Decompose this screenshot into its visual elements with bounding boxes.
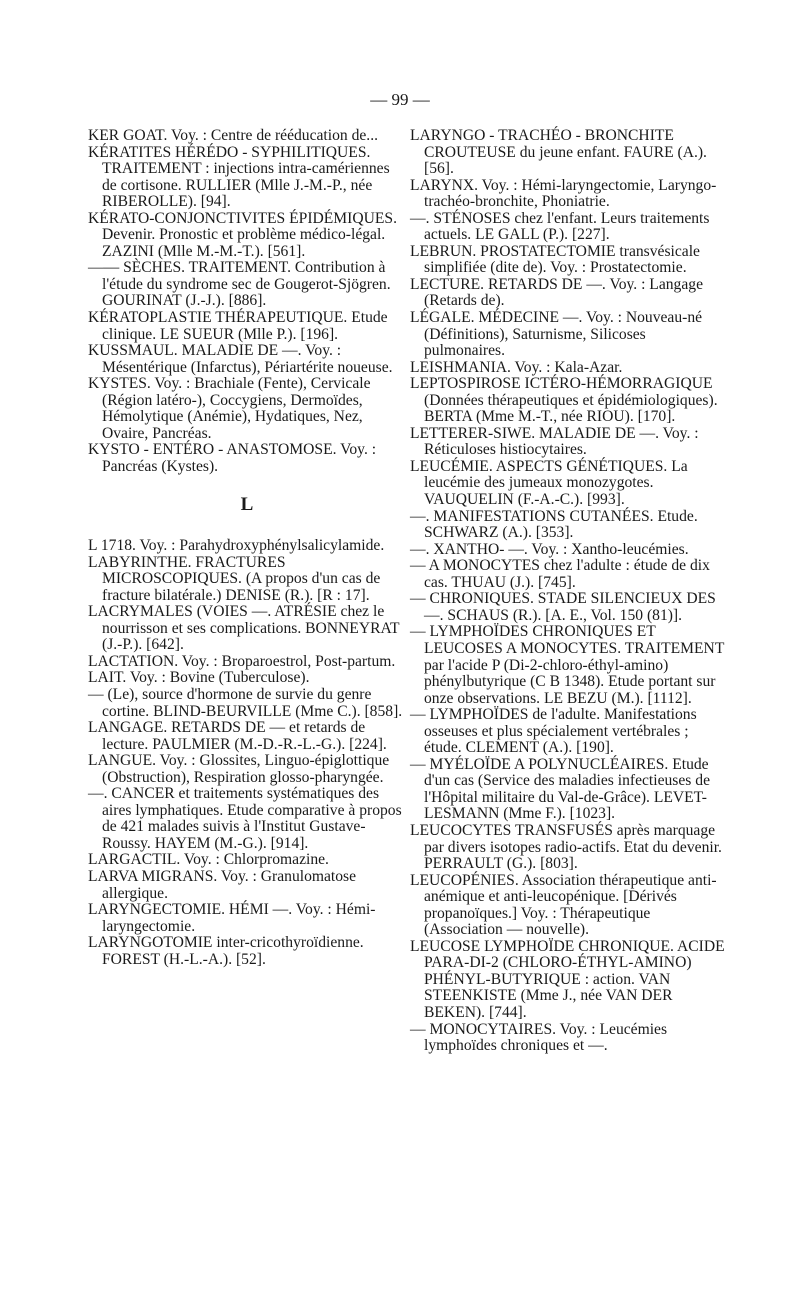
index-entry: —. MANIFESTATIONS CUTANÉES. Etude. SCHWARZ (A.). [353]. — [410, 507, 698, 542]
index-entry: — LYMPHOÏDES de l'adulte. Manifestations osseuses et plus spécialement vertébrales ; étude. CLEMENT (A.). [190]. — [410, 706, 697, 757]
index-entry: LEUCOCYTES TRANSFUSÉS après marquage par divers isotopes radio-actifs. Etat du devenir. PERRAULT (G.). [803]. — [410, 821, 722, 873]
right-column — [410, 128, 730, 1055]
left-column — [88, 128, 406, 968]
index-entry: LARYNX. Voy. : Hémi-laryngectomie, Laryngo-trachéo-bronchite, Phoniatrie. — [410, 176, 717, 211]
index-entry: — A MONOCYTES chez l'adulte : étude de dix cas. THUAU (J.). [745]. — [410, 557, 710, 591]
index-entry: —— SÈCHES. TRAITEMENT. Contribution à l'étude du syndrome sec de Gougerot-Sjögren. GOURINAT (J.-J.). [886]. — [88, 259, 391, 310]
index-entry: — MYÉLOÏDE A POLYNUCLÉAIRES. Etude d'un cas (Service des maladies infectieuses de l'Hôpital militaire du Val-de-Grâce). LEVET-LESMANN (Mme F.). [1023]. — [410, 755, 710, 823]
index-entry: LABYRINTHE. FRACTURES MICROSCOPIQUES. (A propos d'un cas de fracture bilatérale.) DENISE (R.). [R : 17]. — [88, 553, 381, 604]
index-entry: LANGAGE. RETARDS DE — et retards de lecture. PAULMIER (M.-D.-R.-L.-G.). [224]. — [88, 719, 387, 753]
index-entry: LEUCOPÉNIES. Association thérapeutique anti-anémique et anti-leucopénique. [Dérivés propanoïques.] Voy. : Thérapeutique (Association — nouvelle). — [410, 871, 717, 939]
index-entry: — (Le), source d'hormone de survie du genre cortine. BLIND-BEURVILLE (Mme C.). [858]. — [88, 685, 403, 720]
index-entry: —. CANCER et traitements systématiques des aires lymphatiques. Etude comparative à propos de 421 malades suivis à l'Institut Gustave-Roussy. HAYEM (M.-G.). [914]. — [88, 785, 402, 852]
index-entry: KYSTO - ENTÉRO - ANASTOMOSE. Voy. : Pancréas (Kystes). — [88, 441, 377, 475]
index-entry: LACRYMALES (VOIES —. ATRÉSIE chez le nourrisson et ses complications. BONNEYRAT (J.-P.). [642]. — [88, 603, 400, 654]
index-entry: LAIT. Voy. : Bovine (Tuberculose). — [88, 669, 310, 687]
index-entry: KÉRATOPLASTIE THÉRAPEUTIQUE. Etude clinique. LE SUEUR (Mlle P.). [196]. — [88, 309, 388, 343]
index-entry: LANGUE. Voy. : Glossites, Linguo-épiglottique (Obstruction), Respiration glosso-pharyngée. — [88, 752, 390, 786]
left-entries-k — [88, 128, 406, 475]
index-entry: LEISHMANIA. Voy. : Kala-Azar. — [410, 358, 623, 376]
index-entry: — LYMPHOÏDES CHRONIQUES ET LEUCOSES A MONOCYTES. TRAITEMENT par l'acide P (Di-2-chloro-éthyl-amino) phénylbutyrique (C B 1348). Etude portant sur onze observations. LE BEZU (M.). [1112]. — [410, 623, 725, 707]
index-entry: LEPTOSPIROSE ICTÉRO-HÉMORRAGIQUE (Données thérapeutiques et épidémiologiques). BERTA (Mme M.-T., née RIOU). [170]. — [410, 375, 718, 426]
index-entry: LACTATION. Voy. : Broparoestrol, Post-partum. — [88, 652, 396, 670]
index-entry: — MONOCYTAIRES. Voy. : Leucémies lymphoïdes chroniques et —. — [410, 1020, 668, 1055]
section-letter: L — [240, 494, 254, 516]
index-entry: LETTERER-SIWE. MALADIE DE —. Voy. : Réticuloses histiocytaires. — [410, 424, 699, 459]
index-entry: LECTURE. RETARDS DE —. Voy. : Langage (Retards de). — [410, 275, 703, 310]
index-entry: KUSSMAUL. MALADIE DE —. Voy. : Mésentérique (Infarctus), Périartérite noueuse. — [88, 342, 393, 376]
index-entry: —. XANTHO- —. Voy. : Xantho-leucémies. — [410, 540, 689, 558]
index-entry: LEUCOSE LYMPHOÏDE CHRONIQUE. ACIDE PARA-DI-2 (CHLORO-ÉTHYL-AMINO) PHÉNYL-BUTYRIQUE : action. VAN STEENKISTE (Mme J., née VAN DER BEKEN). [744]. — [410, 937, 725, 1021]
index-entry: — CHRONIQUES. STADE SILENCIEUX DES —. SCHAUS (R.). [A. E., Vol. 150 (81)]. — [410, 590, 716, 624]
index-entry: KÉRATITES HÉRÉDO - SYPHILITIQUES. TRAITEMENT : injections intra-camériennes de cortisone. RULLIER (Mlle J.-M.-P., née RIBEROLLE). [94]. — [88, 143, 390, 211]
index-entry: LEBRUN. PROSTATECTOMIE transvésicale simplifiée (dite de). Voy. : Prostatectomie. — [410, 242, 700, 277]
index-entry: LEUCÉMIE. ASPECTS GÉNÉTIQUES. La leucémie des jumeaux monozygotes. VAUQUELIN (F.-A.-C.). [993]. — [410, 457, 688, 509]
index-entry: LARGACTIL. Voy. : Chlorpromazine. — [88, 851, 329, 869]
index-entry: LARYNGECTOMIE. HÉMI —. Voy. : Hémi-laryngectomie. — [88, 901, 376, 935]
right-entries — [410, 128, 730, 1055]
index-entry: LÉGALE. MÉDECINE —. Voy. : Nouveau-né (Définitions), Saturnisme, Silicoses pulmonaires. — [410, 309, 703, 360]
left-entries-l — [88, 538, 406, 968]
index-entry: KER GOAT. Voy. : Centre de rééducation de... — [88, 127, 379, 144]
index-entry: —. STÉNOSES chez l'enfant. Leurs traitements actuels. LE GALL (P.). [227]. — [410, 209, 710, 244]
index-entry: L 1718. Voy. : Parahydroxyphénylsalicylamide. — [88, 537, 385, 555]
index-entry: LARVA MIGRANS. Voy. : Granulomatose allergique. — [88, 867, 357, 902]
index-entry: LARYNGO - TRACHÉO - BRONCHITE CROUTEUSE du jeune enfant. FAURE (A.). [56]. — [410, 127, 707, 178]
index-entry: KÉRATO-CONJONCTIVITES ÉPIDÉMIQUES. Devenir. Pronostic et problème médico-légal. ZAZINI (Mlle M.-M.-T.). [561]. — [88, 209, 397, 260]
page-number: — 99 — — [370, 90, 430, 109]
index-entry: KYSTES. Voy. : Brachiale (Fente), Cervicale (Région latéro-), Coccygiens, Dermoïdes, Hémolytique (Anémie), Hydatiques, Nez, Ovaire, Pancréas. — [88, 375, 371, 442]
index-entry: LARYNGOTOMIE inter-cricothyroïdienne. FOREST (H.-L.-A.). [52]. — [88, 934, 364, 968]
